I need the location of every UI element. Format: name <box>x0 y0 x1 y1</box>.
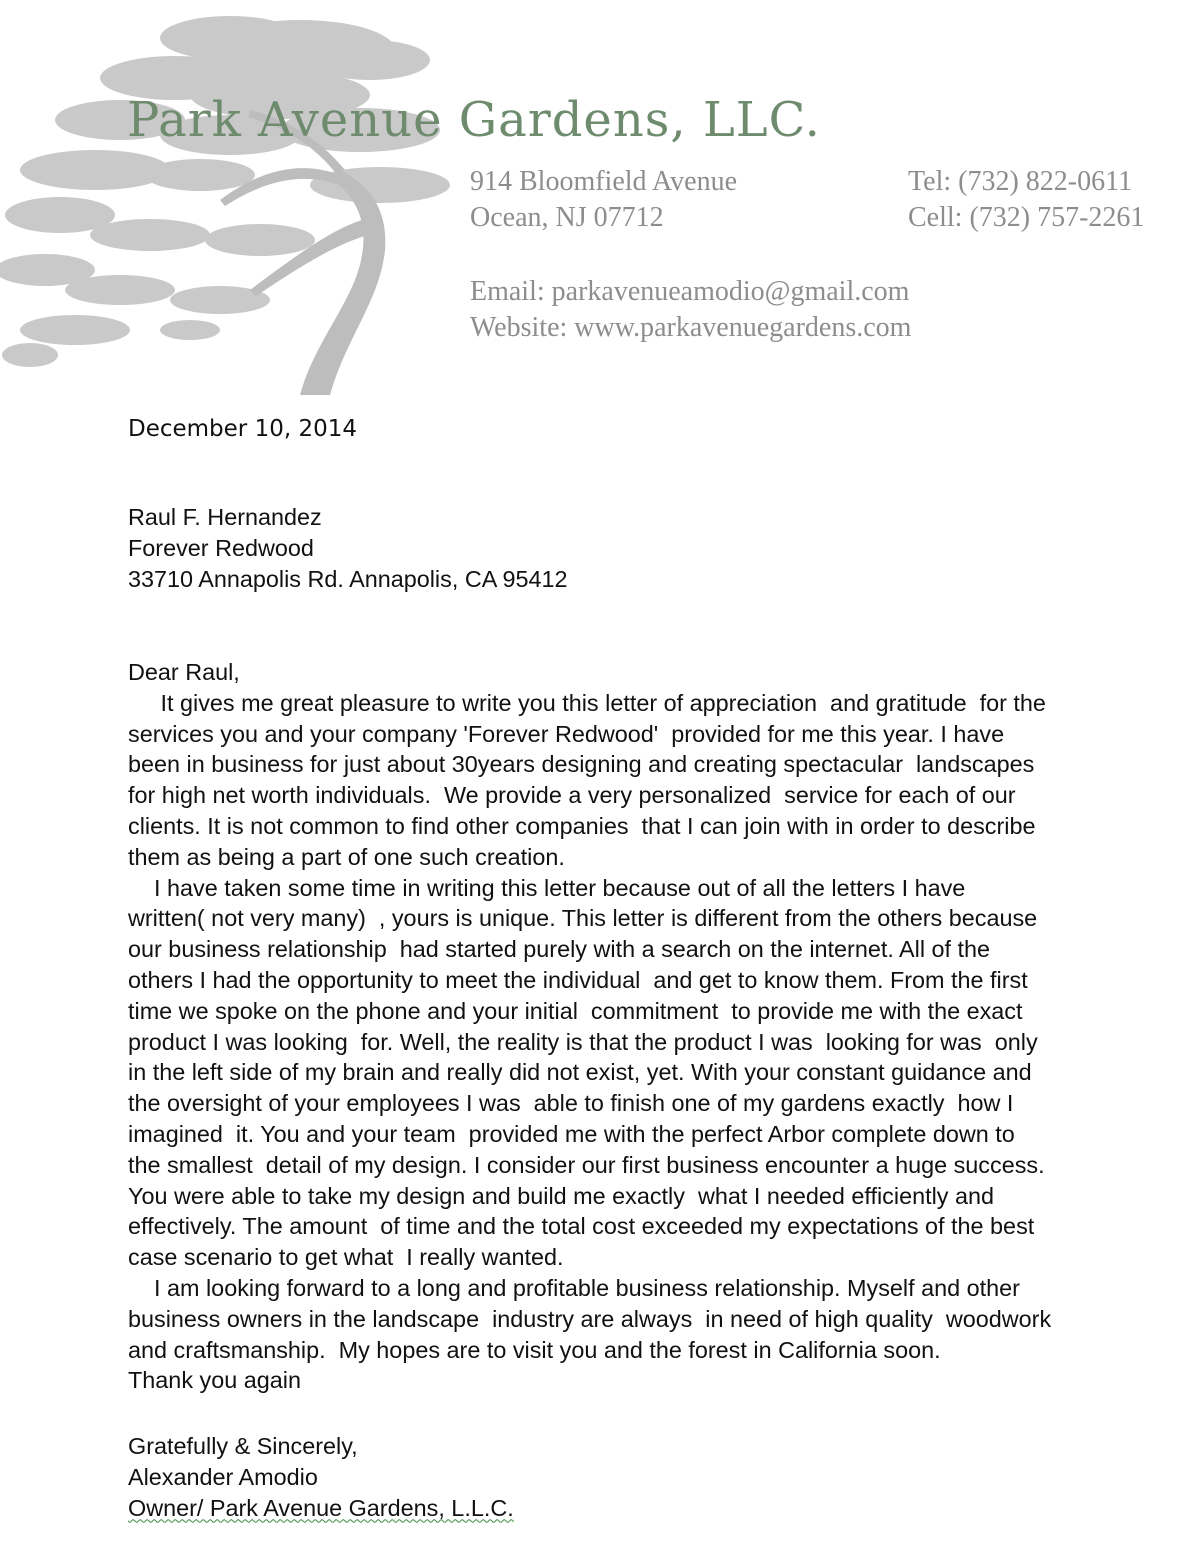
signer-name: Alexander Amodio <box>128 1463 318 1490</box>
letter-date: December 10, 2014 <box>128 416 358 442</box>
recipient-company: Forever Redwood <box>128 534 314 561</box>
body-line: product I was looking for. Well, the reality is that the product I was looking for was only <box>128 1028 1038 1055</box>
address-line-2: Ocean, NJ 07712 <box>470 202 664 233</box>
signer-title: Owner/ Park Avenue Gardens, L.L.C. <box>128 1494 514 1521</box>
body-line: our business relationship had started purely with a search on the internet. All of the <box>128 936 991 963</box>
body-line: them as being a part of one such creation. <box>128 843 565 870</box>
body-line: imagined it. You and your team provided me with the perfect Arbor complete down to <box>128 1120 1015 1147</box>
address-line-1: 914 Bloomfield Avenue <box>470 166 737 197</box>
body-line: the smallest detail of my design. I consider our first business encounter a huge success. <box>128 1151 1045 1178</box>
body-line: and craftsmanship. My hopes are to visit you and the forest in California soon. <box>128 1336 941 1363</box>
telephone: Tel: (732) 822-0611 <box>908 166 1133 197</box>
body-line: I have taken some time in writing this letter because out of all the letters I have <box>128 874 966 901</box>
recipient-street: 33710 Annapolis Rd. Annapolis, CA 95412 <box>128 565 568 592</box>
body-line: the oversight of your employees I was able to finish one of my gardens exactly how I <box>128 1090 1014 1117</box>
recipient-address <box>128 502 568 594</box>
body-line: Thank you again <box>128 1367 301 1394</box>
company-name: Park Avenue Gardens, LLC. <box>127 92 821 148</box>
tree-canopy <box>0 16 450 367</box>
body-line: time we spoke on the phone and your initial commitment to provide me with the exact <box>128 997 1023 1024</box>
website: Website: www.parkavenuegardens.com <box>470 312 912 343</box>
body-line: case scenario to get what I really wanted. <box>128 1244 564 1271</box>
closing-phrase: Gratefully & Sincerely, <box>128 1433 358 1459</box>
tree-icon <box>0 0 480 400</box>
letter-body <box>128 657 1051 1396</box>
salutation: Dear Raul, <box>128 659 240 685</box>
body-line: effectively. The amount of time and the total cost exceeded my expectations of the best <box>128 1213 1035 1240</box>
body-line: I am looking forward to a long and profitable business relationship. Myself and other <box>128 1274 1020 1301</box>
letter-closing <box>128 1431 514 1523</box>
body-line: It gives me great pleasure to write you this letter of appreciation and gratitude for the <box>128 689 1046 716</box>
body-line: in the left side of my brain and really did not exist, yet. With your constant guidance and <box>128 1059 1032 1086</box>
body-line: clients. It is not common to find other companies that I can join with in order to describe <box>128 812 1036 839</box>
body-line: been in business for just about 30years designing and creating spectacular landscapes <box>128 751 1035 778</box>
recipient-name: Raul F. Hernandez <box>128 504 322 530</box>
body-line: services you and your company 'Forever Redwood' provided for me this year. I have <box>128 720 1005 747</box>
body-line: business owners in the landscape industry are always in need of high quality woodwork <box>128 1305 1052 1332</box>
body-line: others I had the opportunity to meet the individual and get to know them. From the first <box>128 966 1028 993</box>
cell-phone: Cell: (732) 757-2261 <box>908 202 1145 233</box>
body-line: for high net worth individuals. We provide a very personalized service for each of our <box>128 782 1016 809</box>
body-line: You were able to take my design and build me exactly what I needed efficiently and <box>128 1182 995 1209</box>
body-line: written( not very many) , yours is unique. This letter is different from the others because <box>128 905 1038 932</box>
email-address: Email: parkavenueamodio@gmail.com <box>470 276 910 307</box>
